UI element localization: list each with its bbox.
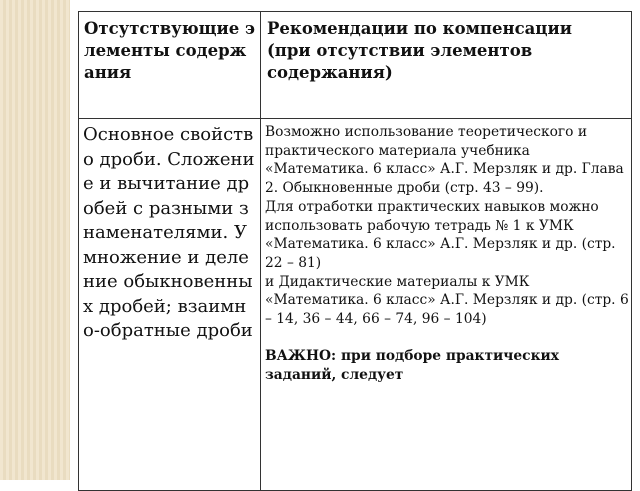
table-row (79, 119, 632, 491)
decorative-side-stripe (0, 0, 70, 480)
recommendation-workbook: Для отработки практических навыков можно использовать рабочую тетрадь № 1 к УМК «Математика. 6 класс» А.Г. Мерзляк и др. (стр. 22 – 81) (265, 198, 616, 271)
topic-text: Основное свойство дроби. Сложение и вычитание дробей с разными знаменателями. Умножение и деление обыкновенных дробей; взаимно-обратные дроби (83, 124, 255, 341)
header-cell-recommendations (261, 12, 632, 119)
header-recommendations (261, 12, 631, 84)
recommendation-cell (261, 119, 632, 491)
recommendation-didactic: и Дидактические материалы к УМК «Математика. 6 класс» А.Г. Мерзляк и др. (стр. 6 – 14, 36 – 44, 66 – 74, 96 – 104) (265, 273, 629, 328)
paragraph-gap (265, 329, 629, 348)
recommendation-textbook: Возможно использование теоретического и практического материала учебника «Математика. 6 класс» А.Г. Мерзляк и др. Глава 2. Обыкновенные дроби (стр. 43 – 99). (265, 124, 624, 197)
header-recommendations-title: Рекомендации по компенсации (267, 19, 572, 38)
topic-cell (79, 119, 261, 491)
header-recommendations-subtitle: (при отсутствии элементов содержания) (267, 41, 533, 82)
compensation-table (78, 11, 632, 491)
important-note: ВАЖНО: при подборе практических заданий, следует (265, 348, 559, 384)
recommendation-text (261, 119, 631, 385)
header-cell-missing-elements (79, 12, 261, 119)
table-header-row (79, 12, 632, 119)
header-missing-elements: Отсутствующие элементы содержания (84, 19, 256, 82)
